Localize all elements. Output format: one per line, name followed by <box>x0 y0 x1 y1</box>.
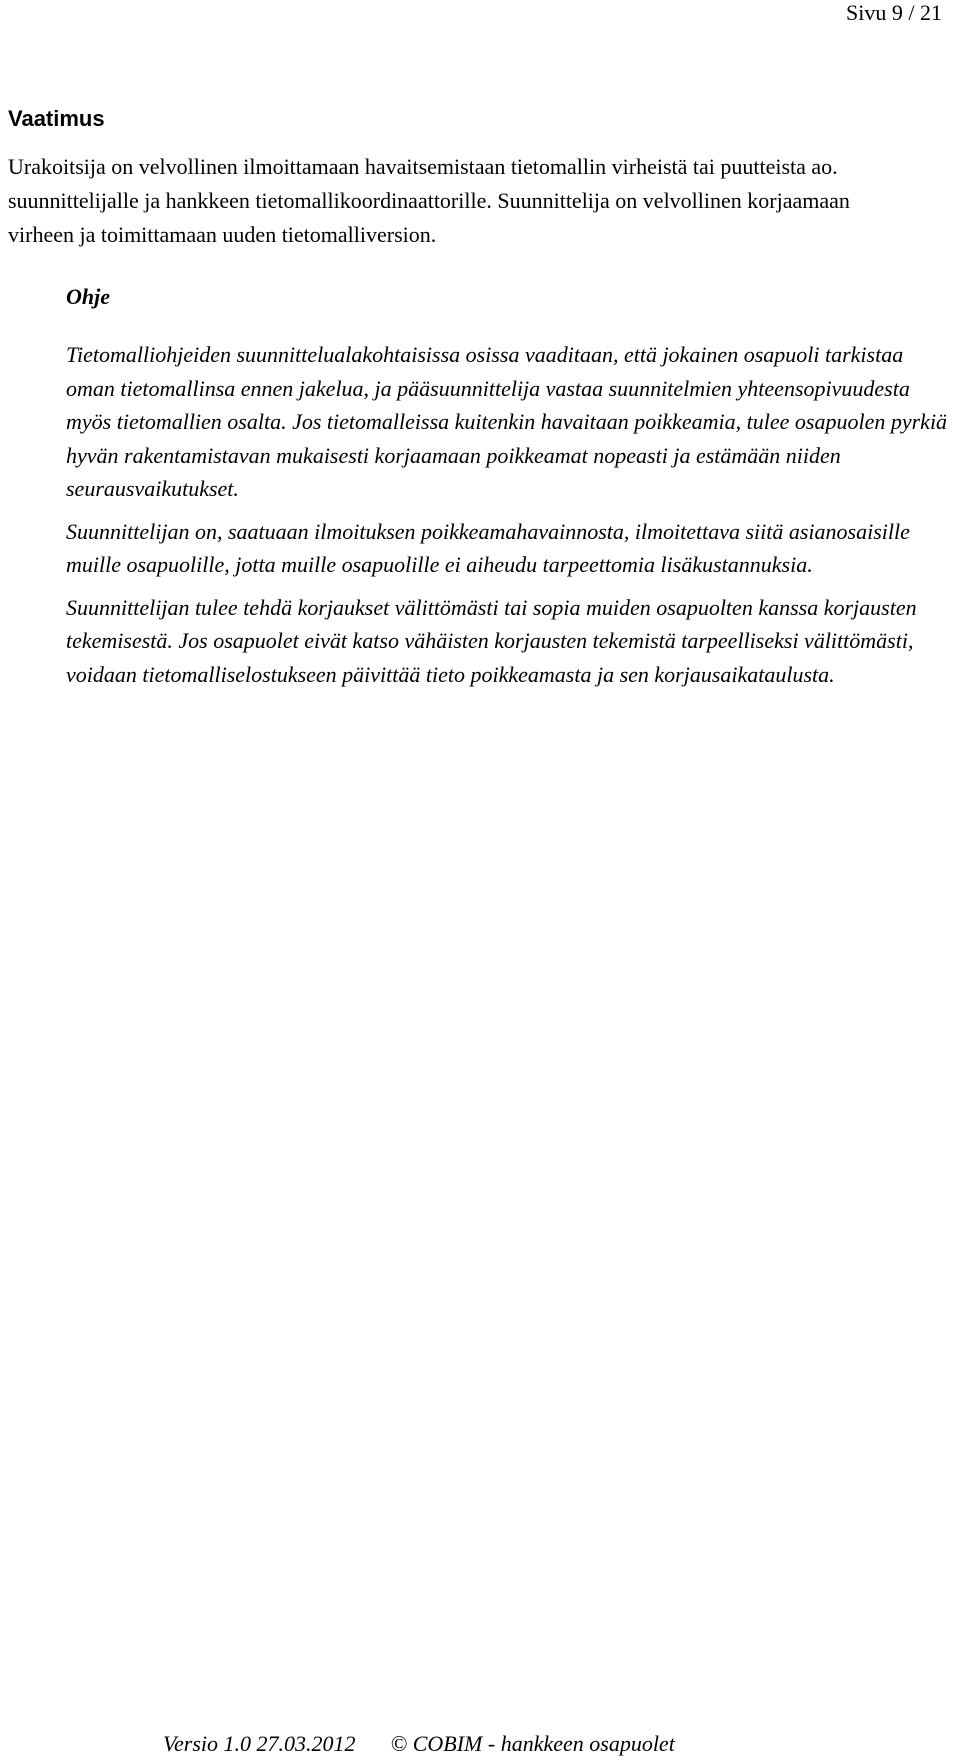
page-number: Sivu 9 / 21 <box>846 0 942 25</box>
guidance-heading: Ohje <box>66 284 110 309</box>
footer-version: Versio 1.0 <box>163 1731 251 1756</box>
footer <box>163 1731 675 1757</box>
footer-date: 27.03.2012 <box>256 1731 356 1756</box>
guidance-paragraph: Tietomalliohjeiden suunnittelualakohtaisissa osissa vaaditaan, että jokainen osapuoli tarkistaa oman tietomallinsa ennen jakelua, ja pääsuunnittelija vastaa suunnitelmien yhteensopivuudesta myös tietomallien osalta. Jos tietomalleissa kuitenkin havaitaan poikkeamia, tulee osapuolen pyrkiä hyvän rakentamistavan mukaisesti korjaamaan poikkeamat nopeasti ja estämään niiden seurausvaikutukset. <box>66 342 948 501</box>
guidance-block <box>66 282 951 700</box>
requirement-text: Urakoitsija on velvollinen ilmoittamaan havaitsemistaan tietomallin virheistä tai puutteista ao. suunnittelijalle ja hankkeen tietomallikoordinaattorille. Suunnittelija on velvollinen korjaamaan virheen ja toimittamaan uuden tietomalliversion. <box>8 154 850 247</box>
footer-copyright: © COBIM - hankkeen osapuolet <box>390 1731 675 1756</box>
guidance-paragraph: Suunnittelijan on, saatuaan ilmoituksen poikkeamahavainnosta, ilmoitettava siitä asianosaisille muille osapuolille, jotta muille osapuolille ei aiheudu tarpeettomia lisäkustannuksia. <box>66 518 910 577</box>
guidance-paragraph: Suunnittelijan tulee tehdä korjaukset välittömästi tai sopia muiden osapuolten kanssa korjausten tekemisestä. Jos osapuolet eivät katso vähäisten korjausten tekemistä tarpeelliseksi välittömästi, voidaan tietomalliselostukseen päivittää tieto poikkeamasta ja sen korjausaikataulusta. <box>66 594 917 687</box>
requirement-heading: Vaatimus <box>8 106 105 131</box>
